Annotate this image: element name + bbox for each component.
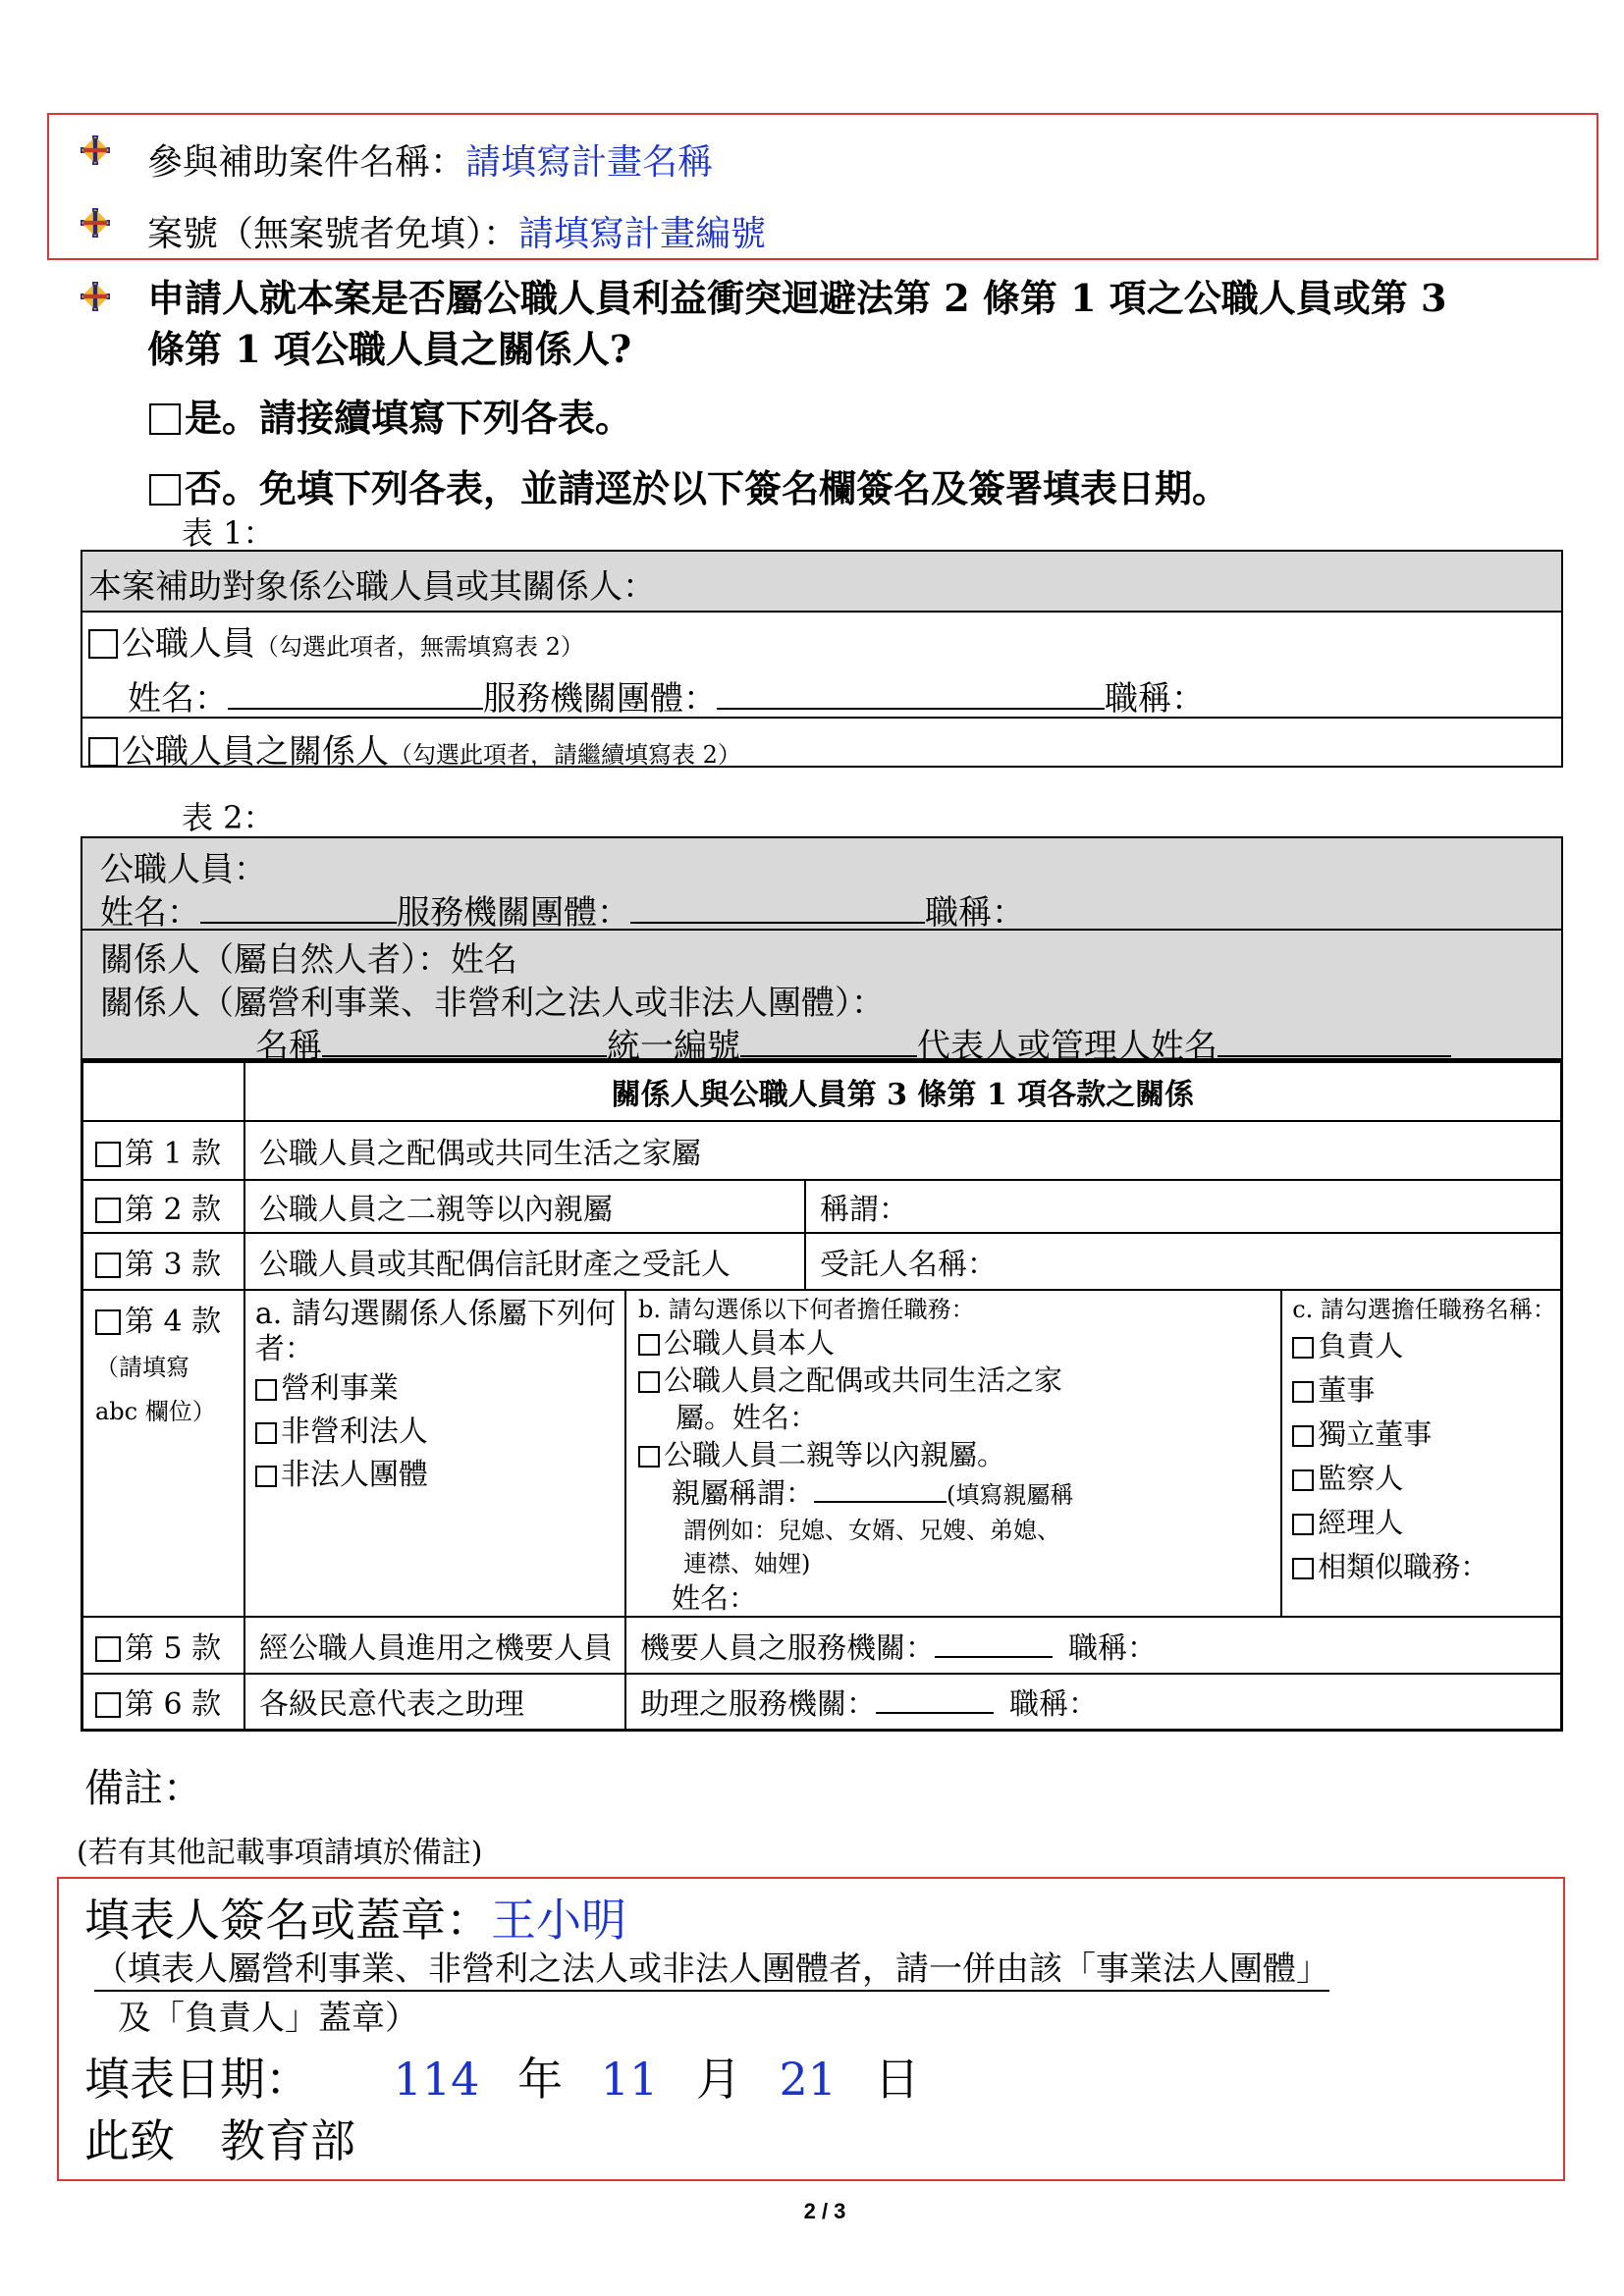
k5-desc: 經公職人員進用之機要人員 [244, 1617, 625, 1674]
k4-c5-label: 經理人 [1318, 1505, 1404, 1539]
no-option [149, 458, 1229, 512]
signature-note-1: （填表人屬營利事業、非營利之法人或非法人團體者，請一併由該「事業法人團體」 [94, 1942, 1329, 1992]
date-label: 填表日期： [84, 2053, 310, 2106]
k6-label: 第 6 款 [125, 1687, 222, 1723]
k5-org-field[interactable] [935, 1627, 1053, 1658]
case-number-row [147, 206, 766, 256]
question-line-2: 條第 1 項公職人員之關係人? [147, 327, 632, 371]
name-field[interactable] [228, 672, 483, 710]
k1-label: 第 1 款 [125, 1136, 222, 1171]
k4-b2-label: 公職人員之配偶或共同生活之家 [663, 1362, 1062, 1397]
k2-extra[interactable]: 稱謂： [805, 1180, 1561, 1233]
yes-checkbox[interactable] [149, 403, 181, 435]
t2-official-row [100, 885, 1025, 934]
t2-official-label: 公職人員： [100, 850, 267, 889]
date-month[interactable]: 11 [600, 2053, 659, 2106]
page-number: 2 / 3 [803, 2199, 846, 2223]
k1-desc: 公職人員之配偶或共同生活之家屬 [244, 1121, 1562, 1180]
k6-checkbox[interactable] [95, 1692, 121, 1718]
table-row [82, 1233, 1562, 1290]
k4-c4-checkbox[interactable] [1292, 1469, 1314, 1491]
k6-title-label: 職稱： [1008, 1687, 1098, 1723]
table1 [81, 550, 1563, 772]
k2-desc: 公職人員之二親等以內親屬 [244, 1180, 805, 1233]
k4-b-title: b. 請勾選係以下何者擔任職務： [637, 1295, 975, 1323]
k3-label: 第 3 款 [125, 1247, 222, 1282]
table1-header-text: 本案補助對象係公職人員或其關係人： [88, 567, 656, 607]
table1-name-row [128, 671, 1205, 720]
k5-org-label: 機要人員之服務機關： [639, 1630, 935, 1666]
k4-c4-label: 監察人 [1318, 1461, 1404, 1495]
date-year-unit: 年 [517, 2053, 564, 2106]
k4-a2-label: 非營利法人 [280, 1414, 428, 1449]
case-number-value[interactable]: 請填寫計畫編號 [518, 214, 767, 254]
k5-title-label: 職稱： [1067, 1630, 1157, 1666]
k6-desc: 各級民意代表之助理 [244, 1674, 625, 1731]
addressee: 此致 教育部 [84, 2114, 355, 2167]
official-label: 公職人員 [122, 624, 255, 664]
table-row [82, 1290, 1562, 1617]
entity-name-field[interactable] [322, 1020, 607, 1057]
table2-label: 表 2： [182, 799, 275, 836]
k4-c1-checkbox[interactable] [1292, 1337, 1314, 1359]
k1-checkbox[interactable] [95, 1142, 121, 1167]
bullet-icon [81, 135, 110, 165]
table-row [82, 1617, 1562, 1674]
k4-c2-checkbox[interactable] [1292, 1381, 1314, 1403]
k4-a2-checkbox[interactable] [255, 1422, 277, 1444]
date-month-unit: 月 [695, 2053, 741, 2106]
k4-a1-label: 營利事業 [280, 1370, 399, 1406]
k4-a-title-1: a. 請勾選關係人係屬下列何 [254, 1296, 616, 1331]
official-note: （勾選此項者，無需填寫表 2） [255, 633, 584, 661]
bullet-icon [81, 208, 110, 238]
question-line-1: 申請人就本案是否屬公職人員利益衝突迴避法第 2 條第 1 項之公職人員或第 3 [147, 276, 1447, 320]
k4-b3-label: 公職人員二親等以內親屬。 [663, 1437, 1005, 1471]
relation-table [81, 1060, 1563, 1732]
table2-header-block [81, 836, 1563, 1066]
table-row [82, 1121, 1562, 1180]
signature-label: 填表人簽名或蓋章： [84, 1894, 491, 1947]
name-label: 姓名： [128, 679, 228, 719]
k4-c1-label: 負責人 [1318, 1328, 1404, 1362]
yes-option [149, 388, 632, 442]
date-row [84, 2044, 920, 2109]
table1-label: 表 1： [182, 514, 275, 552]
k3-extra[interactable]: 受託人名稱： [805, 1233, 1561, 1290]
t2-org-label: 服務機關團體： [397, 893, 630, 933]
k4-note-1: （請填寫 [95, 1353, 189, 1381]
k4-c2-label: 董事 [1318, 1372, 1376, 1407]
entity-rep-field[interactable] [1218, 1020, 1451, 1057]
k4-c-title: c. 請勾選擔任職務名稱： [1292, 1295, 1556, 1323]
k4-c5-checkbox[interactable] [1292, 1514, 1314, 1535]
k4-a3-label: 非法人團體 [280, 1457, 428, 1492]
k2-checkbox[interactable] [95, 1198, 121, 1223]
conflict-question [147, 273, 1446, 375]
k4-b2-label-2: 屬。姓名： [675, 1400, 818, 1434]
no-label: 否。免填下列各表，並請逕於以下簽名欄簽名及簽署填表日期。 [185, 466, 1230, 510]
k5-checkbox[interactable] [95, 1636, 121, 1662]
k4-b3-name: 姓名： [671, 1580, 757, 1615]
blank-cell [82, 1062, 244, 1121]
k4-a3-checkbox[interactable] [255, 1466, 277, 1487]
k4-c6-checkbox[interactable] [1292, 1558, 1314, 1579]
k4-b3-field[interactable] [814, 1473, 947, 1503]
k4-b2-checkbox[interactable] [638, 1371, 660, 1393]
k4-note-2: abc 欄位） [95, 1397, 216, 1425]
k4-b3-note-3: 連襟、妯娌) [682, 1549, 811, 1577]
k4-c3-label: 獨立董事 [1318, 1416, 1433, 1451]
related-label: 公職人員之關係人 [122, 732, 389, 772]
table-row [82, 1674, 1562, 1731]
signature-note-2: 及「負責人」蓋章） [118, 1999, 418, 2038]
k4-a-title-2: 者： [254, 1331, 314, 1366]
k4-b3-title: 親屬稱謂： [671, 1475, 814, 1510]
k4-b3-note-2: 謂例如：兒媳、女婿、兄嫂、弟媳、 [682, 1516, 1060, 1544]
date-year[interactable]: 114 [393, 2053, 480, 2106]
k4-b1-label: 公職人員本人 [663, 1325, 835, 1360]
table1-header [82, 552, 1561, 613]
t2-name-field[interactable] [200, 886, 397, 924]
t2-title-label: 職稱： [925, 893, 1025, 933]
k6-org-field[interactable] [876, 1682, 994, 1714]
signature-row [84, 1885, 626, 1949]
k6-org-label: 助理之服務機關： [639, 1687, 876, 1723]
k4-checkbox[interactable] [95, 1309, 121, 1335]
k3-desc: 公職人員或其配偶信託財產之受託人 [244, 1233, 805, 1290]
k4-a1-checkbox[interactable] [255, 1379, 277, 1401]
relation-header-row [82, 1062, 1562, 1121]
k5-label: 第 5 款 [125, 1630, 222, 1666]
t2-divider [82, 929, 1561, 931]
entity-name-label: 名稱 [255, 1027, 322, 1066]
table-row [82, 1180, 1562, 1233]
official-checkbox[interactable] [88, 629, 118, 659]
k4-b3-checkbox[interactable] [638, 1446, 660, 1468]
case-number-label: 案號（無案號者免填）： [147, 214, 519, 254]
project-name-row [147, 134, 713, 185]
t2-name-label: 姓名： [100, 893, 200, 933]
table1-official-option [88, 616, 584, 665]
k4-b3-note-1: (填寫親屬稱 [947, 1480, 1074, 1509]
entity-id-field[interactable] [740, 1020, 917, 1057]
t2-related-entity: 關係人（屬營利事業、非營利之法人或非法人團體）： [100, 984, 885, 1023]
k4-label: 第 4 款 [125, 1304, 222, 1339]
k4-b1-checkbox[interactable] [638, 1334, 660, 1356]
related-note: （勾選此項者，請繼續填寫表 2） [389, 741, 741, 769]
k4-c6-label: 相類似職務： [1318, 1549, 1489, 1583]
k4-c3-checkbox[interactable] [1292, 1425, 1314, 1447]
remarks-note: (若有其他記載事項請填於備註) [77, 1836, 483, 1870]
remarks-label: 備註： [84, 1766, 202, 1811]
date-day[interactable]: 21 [779, 2053, 838, 2106]
entity-rep-label: 代表人或管理人姓名 [917, 1027, 1218, 1066]
org-field[interactable] [717, 672, 1105, 710]
date-day-unit: 日 [874, 2053, 920, 2106]
org-label: 服務機關團體： [483, 679, 717, 719]
project-name-value[interactable]: 請填寫計畫名稱 [465, 142, 714, 183]
title-label: 職稱： [1105, 679, 1205, 719]
no-checkbox[interactable] [149, 474, 181, 506]
table1-related-option [88, 724, 741, 773]
signature-name[interactable]: 王小明 [491, 1894, 626, 1947]
t2-org-field[interactable] [630, 886, 925, 924]
relation-header: 關係人與公職人員第 3 條第 1 項各款之關係 [244, 1062, 1562, 1121]
yes-label: 是。請接續填寫下列各表。 [185, 396, 633, 440]
bullet-icon [81, 282, 110, 311]
k3-checkbox[interactable] [95, 1253, 121, 1278]
k2-label: 第 2 款 [125, 1192, 222, 1227]
t2-related-natural: 關係人（屬自然人者）：姓名 [100, 940, 517, 980]
table1-divider [82, 717, 1561, 719]
entity-id-label: 統一編號 [607, 1027, 740, 1066]
related-checkbox[interactable] [88, 737, 118, 767]
project-name-label: 參與補助案件名稱： [147, 142, 466, 183]
